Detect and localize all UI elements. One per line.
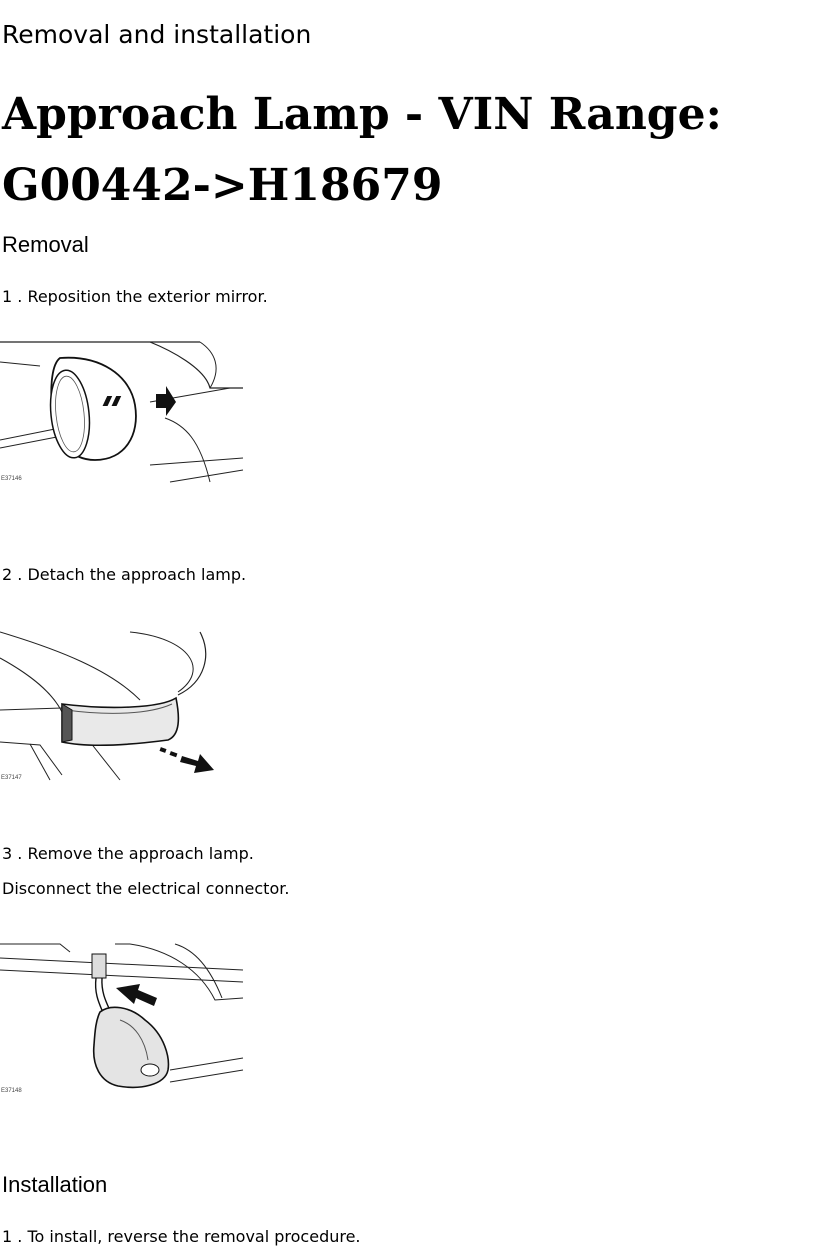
- section-label: Removal and installation: [2, 20, 312, 49]
- figure-id: E37147: [1, 775, 22, 781]
- figure-id: E37148: [1, 1088, 22, 1094]
- installation-step-1: 1 . To install, reverse the removal procedure.: [2, 1227, 361, 1246]
- arrow-icon: [116, 984, 157, 1006]
- removal-step-1: 1 . Reposition the exterior mirror.: [2, 287, 268, 306]
- page-title: Approach Lamp - VIN Range: G00442->H18679: [2, 89, 722, 211]
- figure-id: E37146: [1, 476, 22, 482]
- figure-disconnect-connector: [0, 940, 245, 1098]
- installation-heading: Installation: [2, 1172, 108, 1197]
- figure-detach-lamp: [0, 630, 220, 785]
- removal-step-3: 3 . Remove the approach lamp.: [2, 844, 254, 863]
- removal-step-2: 2 . Detach the approach lamp.: [2, 565, 247, 584]
- removal-step-3-note: Disconnect the electrical connector.: [2, 879, 290, 898]
- figure-mirror-reposition: [0, 330, 245, 485]
- removal-heading: Removal: [2, 232, 89, 257]
- arrow-icon: [159, 747, 214, 773]
